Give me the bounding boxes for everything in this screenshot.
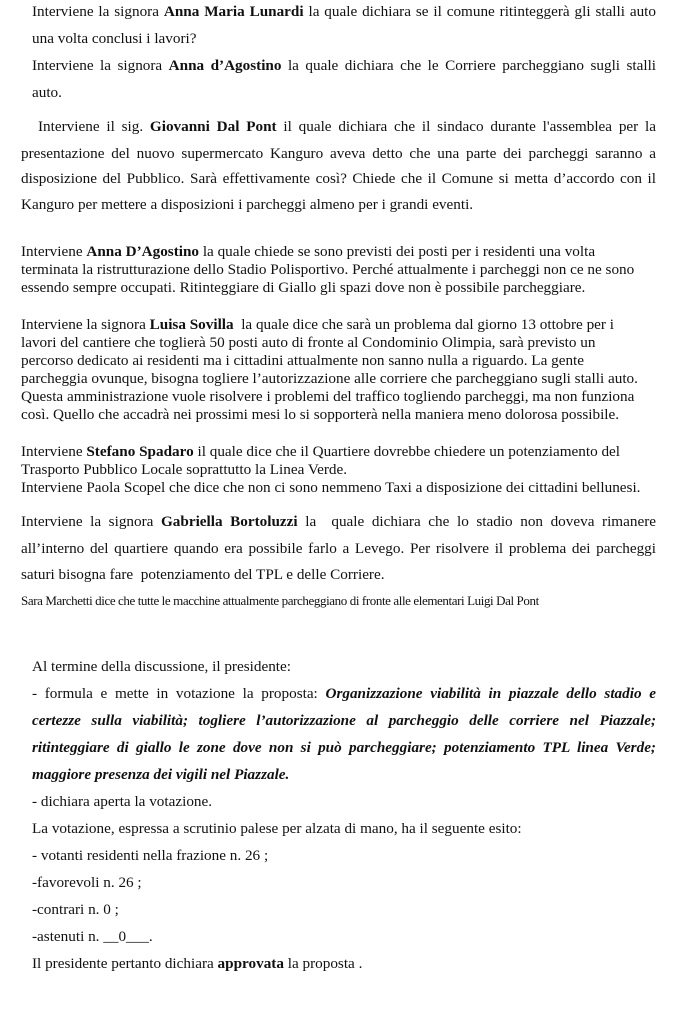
p6-line2: Trasporto Pubblico Locale soprattutto la Linea Verde. [21, 461, 348, 478]
p5-line4: parcheggia ovunque, bisogna togliere l’autorizzazione alle corriere che parcheggiano sugli stalli auto. [21, 370, 638, 387]
vote-method: La votazione, espressa a scrutinio palese per alzata di mano, ha il seguente esito: [32, 820, 522, 837]
text: la quale dichiara se il comune ritinteggerà gli stalli auto [303, 3, 656, 20]
vote-favor: -favorevoli n. 26 ; [32, 874, 142, 891]
p3-line3: disposizione del Pubblico. Sarà effettivamente così? Chiede che il Comune si metta d’accordo con il [21, 170, 656, 187]
vote-open: - dichiara aperta la votazione. [32, 793, 213, 810]
text: Interviene [21, 243, 87, 260]
p5-line1 [21, 316, 614, 334]
vote-intro: Al termine della discussione, il presidente: [32, 658, 291, 675]
text: il quale dichiara che il sindaco durante l'assemblea per la [276, 118, 656, 135]
speaker-name: Anna D’Agostino [86, 243, 200, 260]
vote-result [32, 955, 362, 973]
text: la quale dichiara che lo stadio non doveva rimanere [297, 513, 656, 530]
text: la quale chiede se sono previsti dei posti per i residenti una volta [199, 243, 596, 260]
p7-line1 [21, 513, 656, 531]
proposal-text: Organizzazione viabilità in piazzale dello stadio e [325, 685, 656, 702]
proposal-line2: certezze sulla viabilità; togliere l’autorizzazione al parcheggio delle corriere nel Piazzale; [32, 712, 656, 729]
p2-line1 [32, 57, 656, 75]
p7-line3: saturi bisogna fare potenziamento del TPL e delle Corriere. [21, 566, 385, 583]
p5-line5: Questa amministrazione vuole risolvere i problemi del traffico togliendo parcheggi, ma non funziona [21, 388, 635, 405]
text: la quale dichiara che le Corriere parcheggiano sugli stalli [281, 57, 657, 74]
speaker-name: Luisa Sovilla [149, 316, 234, 333]
p6-line3: Interviene Paola Scopel che dice che non ci sono nemmeno Taxi a disposizione dei cittadini bellunesi. [21, 479, 641, 496]
p1-line2: una volta conclusi i lavori? [32, 30, 197, 47]
speaker-name: Giovanni Dal Pont [149, 118, 277, 135]
p3-line4: Kanguro per mettere a disposizioni i parcheggi almeno per i grandi eventi. [21, 196, 474, 213]
p1-line1 [32, 3, 656, 21]
text: Interviene il sig. [38, 118, 150, 135]
p6-line1 [21, 443, 620, 461]
proposal-line4: maggiore presenza dei vigili nel Piazzale. [32, 766, 290, 783]
p7-line2: all’interno del quartiere quando era possibile farlo a Levego. Per risolvere il problema dei parcheggi [21, 540, 656, 557]
speaker-name: Stefano Spadaro [86, 443, 194, 460]
text: il quale dice che il Quartiere dovrebbe chiedere un potenziamento del [193, 443, 621, 460]
text: - formula e mette in votazione la proposta: [32, 685, 326, 702]
p5-line6: così. Quello che accadrà nei prossimi mesi lo si sopporterà nella maniera meno dolorosa possibile. [21, 406, 620, 423]
vote-voters: - votanti residenti nella frazione n. 26 ; [32, 847, 269, 864]
p4-line1 [21, 243, 595, 261]
p5-line2: lavori del cantiere che toglierà 50 posti auto di fronte al Condominio Olimpia, sarà previsto un [21, 334, 596, 351]
speaker-name: Gabriella Bortoluzzi [160, 513, 298, 530]
text: Interviene la signora [21, 513, 161, 530]
p5-line3: percorso dedicato ai residenti ma i cittadini attualmente non sanno nulla a riguardo. La gente [21, 352, 585, 369]
p4-line2: terminata la ristrutturazione dello Stadio Polisportivo. Perché attualmente i parcheggi non ce ne sono [21, 261, 635, 278]
speaker-name: Anna Maria Lunardi [163, 3, 304, 20]
proposal-line3: ritinteggiare di giallo le zone dove non si può parcheggiare; potenziamento TPL linea Verde; [32, 739, 656, 756]
p8-line1: Sara Marchetti dice che tutte le macchine attualmente parcheggiano di fronte alle elementari Luigi Dal Pont [21, 593, 539, 608]
text: la proposta . [283, 955, 363, 972]
text: Interviene la signora [32, 3, 164, 20]
speaker-name: Anna d’Agostino [168, 57, 282, 74]
text: Il presidente pertanto dichiara [32, 955, 218, 972]
p3-line2: presentazione del nuovo supermercato Kanguro aveva detto che una parte dei parcheggi saranno a [21, 145, 656, 162]
p4-line3: essendo sempre occupati. Ritinteggiare di Giallo gli spazi dove non è possibile parcheggiare. [21, 279, 586, 296]
text: Interviene [21, 443, 87, 460]
text: Interviene la signora [32, 57, 169, 74]
text: la quale dice che sarà un problema dal giorno 13 ottobre per i [233, 316, 615, 333]
vote-formula-line1 [32, 685, 656, 703]
result-word: approvata [217, 955, 284, 972]
p3-line1 [38, 118, 656, 136]
vote-abstain: -astenuti n. __0___. [32, 928, 153, 945]
text: Interviene la signora [21, 316, 150, 333]
p2-line2: auto. [32, 84, 62, 101]
vote-against: -contrari n. 0 ; [32, 901, 119, 918]
